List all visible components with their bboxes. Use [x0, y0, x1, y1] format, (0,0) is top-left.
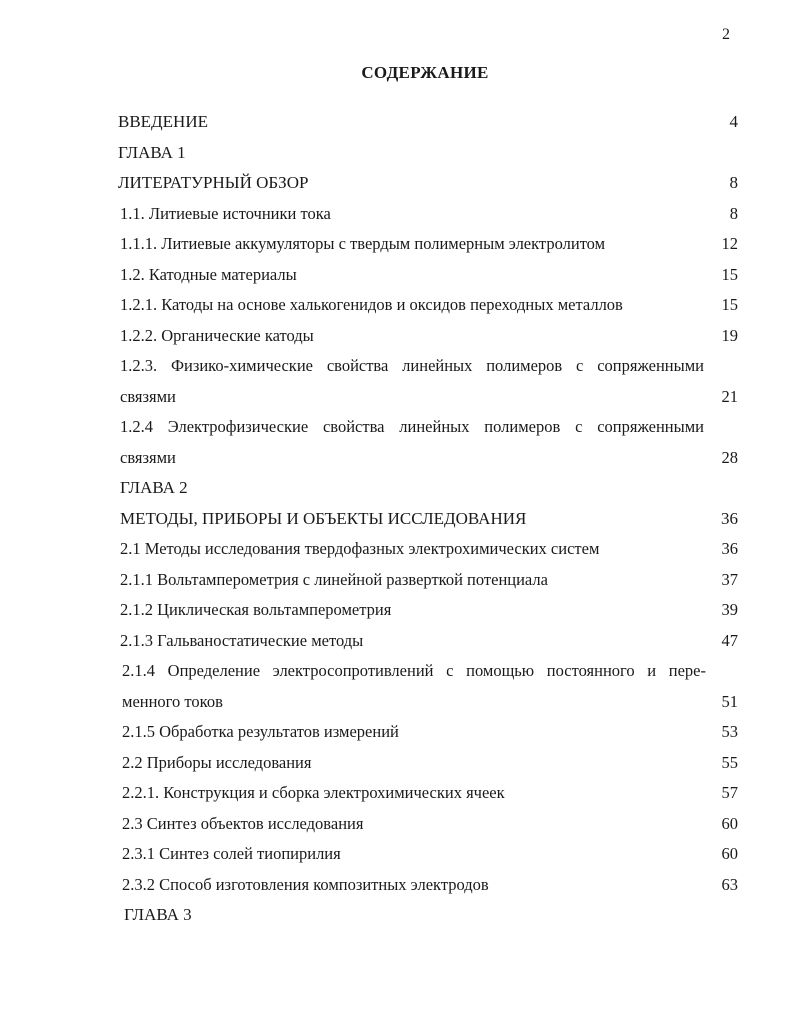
toc-entry-label: ЛИТЕРАТУРНЫЙ ОБЗОР: [118, 173, 309, 192]
toc-entry-chapter-3: [0, 900, 799, 931]
toc-entry-chapter-2: [0, 473, 799, 504]
toc-entry-page: 53: [721, 722, 738, 741]
toc-entry-label: 1.1.1. Литиевые аккумуляторы с твердым полимерным электролитом: [120, 234, 606, 253]
toc-entry-page: 21: [721, 386, 738, 406]
toc-entry-methods: [0, 504, 799, 535]
toc-entry-label: ГЛАВА 2: [120, 478, 188, 497]
toc-entry-label: связями: [120, 386, 176, 406]
toc-entry-2-1: [0, 534, 799, 565]
toc-entry-2-1-3: [0, 626, 799, 657]
toc-entry-label: 2.2.1. Конструкция и сборка электрохимических ячеек: [122, 783, 505, 802]
toc-entry-page: 8: [729, 173, 738, 192]
toc-entry-2-3-1: [0, 839, 799, 870]
toc-entry-label: 2.3 Синтез объектов исследования: [122, 813, 364, 833]
toc-entry-2-1-5: [0, 717, 799, 748]
toc-entry-2-1-1: [0, 565, 799, 596]
toc-entry-label: 1.1. Литиевые источники тока: [120, 203, 331, 223]
toc-entry-1-2-3: [0, 351, 799, 382]
toc-entry-1-1-1: [0, 229, 799, 260]
toc-entry-page: 19: [721, 325, 738, 345]
toc-entry-label: 1.2.3. Физико-химические свойства линейных полимеров с сопряженными: [120, 356, 704, 375]
toc-entry-1-2: [0, 260, 799, 291]
toc-entry-label: 2.2 Приборы исследования: [122, 752, 312, 772]
toc-entry-label: 2.3.2 Способ изготовления композитных электродов: [122, 874, 489, 894]
toc-entry-label: 2.1.5 Обработка результатов измерений: [122, 722, 399, 741]
toc-entry-page: 15: [721, 295, 738, 314]
toc-entry-label: 1.2. Катодные материалы: [120, 264, 297, 284]
toc-title: СОДЕРЖАНИЕ: [361, 63, 489, 82]
toc-entry-2-1-2: [0, 595, 799, 626]
page-number: 2: [722, 26, 730, 43]
toc-entry-1-2-4: [0, 412, 799, 443]
toc-entry-label: 1.2.1. Катоды на основе халькогенидов и оксидов переходных металлов: [120, 295, 623, 314]
toc-entry-page: 15: [721, 264, 738, 284]
toc-entry-literature-review: [0, 168, 799, 199]
toc-entry-page: 37: [721, 569, 738, 589]
toc-entry-page: 8: [729, 203, 738, 223]
toc-entry-page: 36: [721, 508, 738, 528]
toc-entry-page: 51: [721, 691, 738, 711]
toc-entry-page: 47: [721, 630, 738, 650]
toc-entry-2-1-4-cont: [0, 687, 799, 718]
toc-entry-page: 4: [729, 112, 738, 131]
table-of-contents: [0, 107, 799, 931]
toc-entry-label: 1.2.4 Электрофизические свойства линейных полимеров с сопряженными: [120, 417, 704, 436]
toc-entry-label: связями: [120, 447, 176, 467]
toc-entry-page: 60: [721, 844, 738, 863]
toc-entry-2-3-2: [0, 870, 799, 901]
toc-entry-label: 2.1.1 Вольтамперометрия с линейной разверткой потенциала: [120, 569, 548, 589]
toc-entry-2-3: [0, 809, 799, 840]
toc-entry-page: 57: [721, 783, 738, 802]
toc-entry-label: 2.1 Методы исследования твердофазных электрохимических систем: [120, 539, 600, 558]
toc-entry-1-2-4-cont: [0, 443, 799, 474]
toc-entry-label: ВВЕДЕНИЕ: [118, 112, 208, 131]
toc-entry-1-2-1: [0, 290, 799, 321]
toc-entry-label: менного токов: [122, 691, 223, 711]
toc-entry-label: 2.3.1 Синтез солей тиопирилия: [122, 844, 341, 863]
toc-entry-page: 12: [721, 234, 738, 253]
toc-entry-1-1: [0, 199, 799, 230]
toc-entry-label: ГЛАВА 3: [124, 905, 192, 924]
toc-entry-label: ГЛАВА 1: [118, 142, 186, 162]
toc-entry-page: 55: [721, 752, 738, 772]
toc-entry-label: 2.1.4 Определение электросопротивлений с помощью постоянного и пере-: [122, 661, 706, 680]
toc-entry-page: 36: [721, 539, 738, 558]
toc-entry-introduction: [0, 107, 799, 138]
toc-entry-2-2: [0, 748, 799, 779]
toc-entry-1-2-3-cont: [0, 382, 799, 413]
toc-entry-page: 39: [721, 600, 738, 619]
toc-entry-page: 60: [721, 813, 738, 833]
toc-entry-page: 63: [721, 874, 738, 894]
toc-entry-label: 1.2.2. Органические катоды: [120, 325, 314, 345]
toc-entry-2-1-4: [0, 656, 799, 687]
toc-entry-label: 2.1.2 Циклическая вольтамперометрия: [120, 600, 392, 619]
toc-entry-2-2-1: [0, 778, 799, 809]
toc-entry-1-2-2: [0, 321, 799, 352]
toc-entry-page: 28: [721, 447, 738, 467]
toc-entry-chapter-1: [0, 138, 799, 169]
toc-entry-label: МЕТОДЫ, ПРИБОРЫ И ОБЪЕКТЫ ИССЛЕДОВАНИЯ: [120, 508, 527, 528]
toc-entry-label: 2.1.3 Гальваностатические методы: [120, 630, 364, 650]
